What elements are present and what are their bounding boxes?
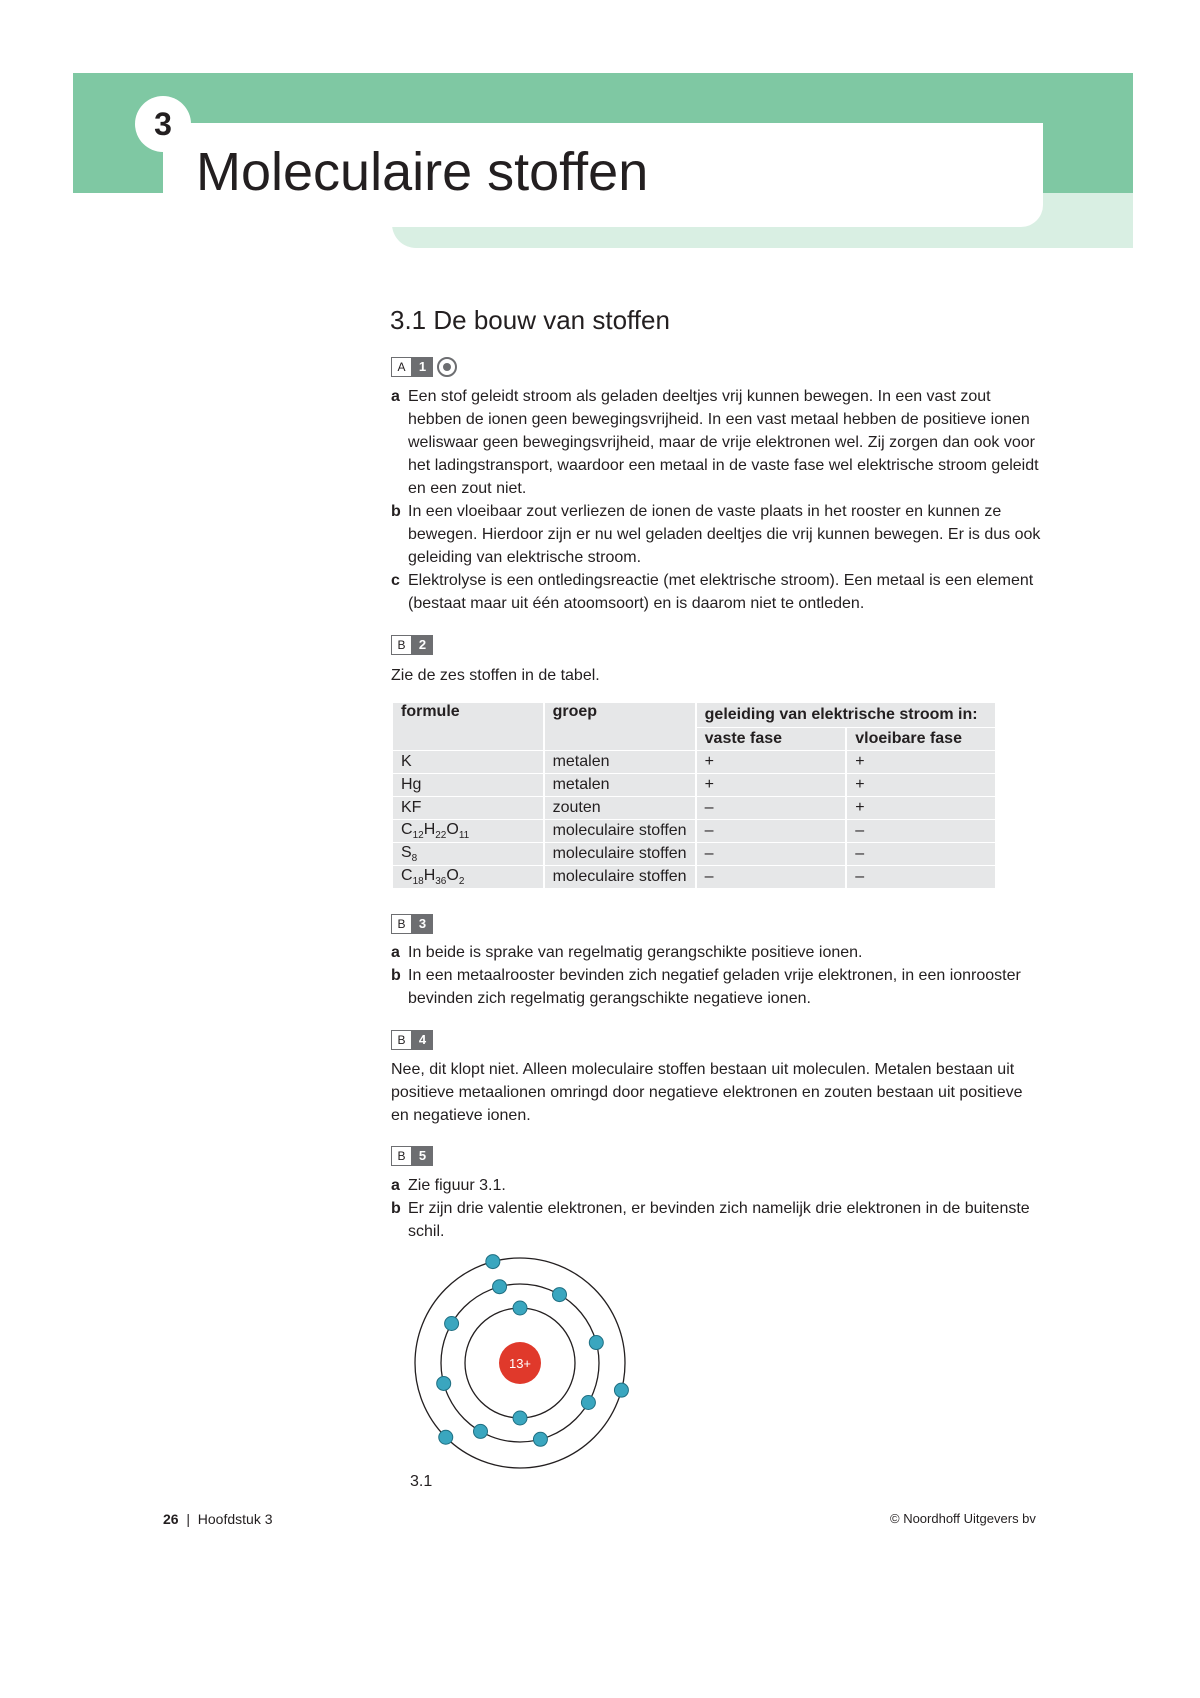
answer-a: a In beide is sprake van regelmatig gerangschikte positieve ionen.: [391, 944, 863, 961]
electron: [513, 1411, 527, 1425]
exercise-number: 4: [412, 1030, 433, 1050]
cell-groep: moleculaire stoffen: [545, 866, 695, 888]
exercise-level: B: [391, 914, 412, 934]
page-footer: [163, 1511, 273, 1527]
header-groep: groep: [545, 703, 695, 750]
table-row: [393, 866, 995, 888]
cell-formule: KF: [393, 797, 543, 819]
cell-vloeibaar: +: [847, 774, 995, 796]
exercise-5-badge: [391, 1146, 433, 1166]
cell-vast: –: [697, 820, 846, 842]
electron: [589, 1336, 603, 1350]
answer-b: b Er zijn drie valentie elektronen, er bevinden zich namelijk drie elektronen in de buitenste schil.: [391, 1200, 1030, 1240]
answer-b: b In een vloeibaar zout verliezen de ionen de vaste plaats in het rooster en kunnen ze bewegen. Hierdoor zijn er nu wel geladen deeltjes die vrij kunnen bewegen. Er is dus ook geleiding van elektrische stroom.: [391, 503, 1041, 566]
substances-table: [391, 702, 997, 889]
electron: [493, 1280, 507, 1294]
electron: [437, 1376, 451, 1390]
header-vaste-fase: vaste fase: [697, 728, 846, 750]
table-row: [393, 820, 995, 842]
exercise-level: B: [391, 1030, 412, 1050]
electron: [486, 1255, 500, 1269]
cell-groep: metalen: [545, 774, 695, 796]
exercise-2-intro: Zie de zes stoffen in de tabel.: [391, 667, 600, 684]
answer-b: b In een metaalrooster bevinden zich negatief geladen vrije elektronen, in een ionrooster bevinden zich regelmatig gerangschikte negatieve ionen.: [391, 967, 1021, 1007]
exercise-5-answers: [391, 1174, 1041, 1243]
copyright: © Noordhoff Uitgevers bv: [890, 1511, 1036, 1526]
cell-vloeibaar: –: [847, 843, 995, 865]
table-row: [393, 774, 995, 796]
exercise-3-badge: [391, 914, 433, 934]
cell-vast: –: [697, 866, 846, 888]
exercise-4-badge: [391, 1030, 433, 1050]
answer-text: Nee, dit klopt niet. Alleen moleculaire stoffen bestaan uit moleculen. Metalen bestaan uit positieve metaalionen omringd door negatieve elektronen en zouten bestaan uit positieve en negatieve ionen.: [391, 1061, 1023, 1124]
exercise-number: 1: [412, 357, 433, 377]
chapter-title: Moleculaire stoffen: [196, 142, 649, 202]
electron: [533, 1432, 547, 1446]
exercise-1-answers: [391, 385, 1041, 615]
exercise-level: A: [391, 357, 412, 377]
header-geleiding: geleiding van elektrische stroom in:: [697, 703, 995, 727]
electron: [445, 1317, 459, 1331]
cell-vast: +: [697, 751, 846, 773]
table-row: [393, 797, 995, 819]
cell-groep: zouten: [545, 797, 695, 819]
electron: [474, 1424, 488, 1438]
answer-a: a Zie figuur 3.1.: [391, 1177, 506, 1194]
electron: [439, 1430, 453, 1444]
cell-formule: $C_{12}H_{22}O_{11}$: [393, 820, 543, 842]
exercise-number: 5: [412, 1146, 433, 1166]
cell-vloeibaar: –: [847, 866, 995, 888]
table-row: [393, 751, 995, 773]
footer-chapter: Hoofdstuk 3: [197, 1511, 273, 1527]
exercise-level: B: [391, 635, 412, 655]
figure-caption: 3.1: [410, 1473, 433, 1490]
answer-a: a Een stof geleidt stroom als geladen deeltjes vrij kunnen bewegen. In een vast zout hebben de ionen geen bewegingsvrijheid. In een vast metaal hebben de positieve ionen weliswaar geen bewegingsvrijheid, maar de vrije elektronen wel. Zij zorgen dan ook voor het ladingstransport, waardoor een metaal in de vaste fase wel elektrische stroom geleidt en een zout niet.: [391, 388, 1039, 497]
cell-vloeibaar: –: [847, 820, 995, 842]
cell-vloeibaar: +: [847, 797, 995, 819]
aluminium-atom-diagram: [400, 1245, 640, 1475]
target-icon: [437, 357, 457, 377]
electron: [614, 1383, 628, 1397]
exercise-3-answers: [391, 941, 1041, 1010]
exercise-level: B: [391, 1146, 412, 1166]
cell-formule: $C_{18}H_{36}O_2$: [393, 866, 543, 888]
cell-vast: –: [697, 843, 846, 865]
chapter-number: 3: [135, 96, 191, 152]
exercise-number: 2: [412, 635, 433, 655]
cell-vloeibaar: +: [847, 751, 995, 773]
footer-separator: |: [182, 1511, 194, 1527]
cell-vast: –: [697, 797, 846, 819]
cell-formule: $S_8$: [393, 843, 543, 865]
cell-formule: Hg: [393, 774, 543, 796]
exercise-1-badge: [391, 357, 457, 377]
nucleus-charge: 13+: [508, 1356, 532, 1371]
cell-groep: metalen: [545, 751, 695, 773]
electron: [513, 1301, 527, 1315]
exercise-4-answer: [391, 1058, 1041, 1127]
cell-groep: moleculaire stoffen: [545, 820, 695, 842]
page-number: 26: [163, 1511, 179, 1527]
cell-vast: +: [697, 774, 846, 796]
exercise-number: 3: [412, 914, 433, 934]
header-formule: formule: [393, 703, 543, 750]
cell-groep: moleculaire stoffen: [545, 843, 695, 865]
header-vloeibare-fase: vloeibare fase: [847, 728, 995, 750]
answer-c: c Elektrolyse is een ontledingsreactie (met elektrische stroom). Een metaal is een element (bestaat maar uit één atoomsoort) en is daarom niet te ontleden.: [391, 572, 1034, 612]
electron: [553, 1288, 567, 1302]
section-title: 3.1 De bouw van stoffen: [390, 305, 670, 335]
electron: [581, 1396, 595, 1410]
cell-formule: K: [393, 751, 543, 773]
table-row: [393, 843, 995, 865]
exercise-2-badge: [391, 635, 433, 655]
